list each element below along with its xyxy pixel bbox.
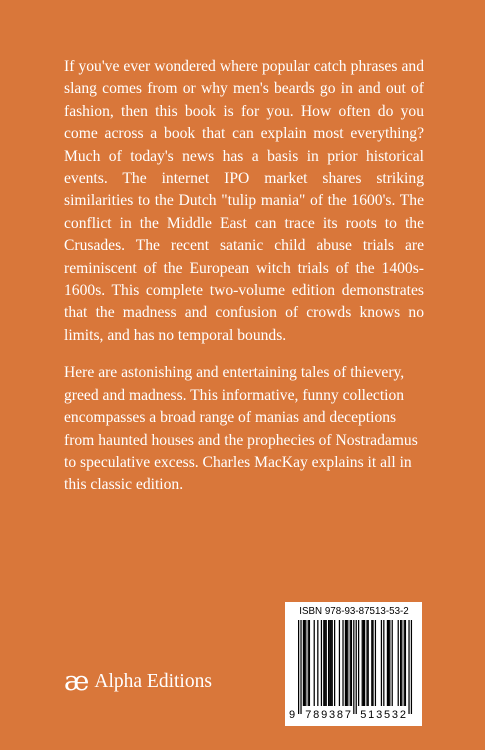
barcode-bar-40 [389,620,390,706]
barcode-bar-1 [300,620,301,714]
barcode-digit-first: 9 [289,709,296,721]
barcode-bar-41 [392,620,393,706]
barcode-bar-38 [387,620,388,706]
barcode-bar-11 [324,620,325,706]
barcode-bar-36 [381,620,382,706]
barcode-bar-47 [408,620,409,714]
barcode-bar-20 [345,620,346,706]
isbn-label: ISBN 978-93-87513-53-2 [299,606,409,617]
barcode-bar-35 [375,620,376,706]
barcode-bar-17 [334,620,335,706]
blurb-paragraph-1: If you've ever wondered where popular catch phrases and slang comes from or why men's beards go in and out of fashion, then this book is for you. How often do you come across a book that can explain most everything? Much of today's news has a basis in prior historical events. The internet IPO market shares striking similarities to the Dutch "tulip mania" of the 1600's. The conflict in the Middle East can trace its roots to the Crusades. The recent satanic child abuse trials are reminiscent of the European witch trials of the 1400s-1600s. This complete two-volume edition demonstrates that the madness and confusion of crowds knows no limits, and has no temporal bounds. [64,58,424,344]
barcode-bar-10 [323,620,324,706]
barcode-bar-3 [304,620,305,706]
barcode-bar-14 [329,620,330,706]
barcode-bar-27 [358,620,359,706]
barcode-bar-33 [371,620,372,706]
barcode-bar-9 [321,620,322,706]
barcode-bar-31 [366,620,367,706]
barcode-bar-21 [346,620,347,706]
barcode-bar-5 [308,620,309,706]
barcode-bar-18 [339,620,340,706]
barcode-bar-46 [405,620,406,706]
barcode-bar-7 [314,620,315,706]
barcode-bar-8 [317,620,318,706]
barcode-bar-44 [401,620,402,706]
barcode-bar-13 [328,620,329,706]
barcode-bar-0 [298,620,299,714]
barcode-digits-left: 789387 [305,709,353,721]
barcode-bar-42 [398,620,399,706]
barcode-bar-37 [383,620,384,706]
barcode-bar-32 [368,620,369,706]
barcode-bar-34 [372,620,373,706]
barcode-bar-23 [350,620,351,706]
barcode-bar-15 [330,620,331,706]
barcode-bar-4 [305,620,306,706]
barcode-bar-30 [364,620,365,706]
barcode-bar-39 [388,620,389,706]
publisher-logo [64,667,212,697]
barcode-bar-16 [332,620,333,706]
barcode-bar-29 [363,620,364,706]
barcode-bar-24 [351,620,352,706]
barcode-bar-2 [303,620,304,706]
barcode-bar-25 [353,620,354,714]
barcode-bar-6 [309,620,310,706]
barcode-bar-43 [400,620,401,706]
barcode-bar-48 [411,620,412,714]
barcode-bar-19 [342,620,343,706]
barcode-digits-right: 513532 [360,709,408,721]
isbn-barcode-block [285,602,422,726]
blurb-text [64,56,424,512]
barcode-bar-22 [347,620,348,706]
barcode-bar-26 [356,620,357,714]
ae-ligature-logo-icon: æ [64,666,90,697]
barcode-bar-45 [404,620,405,706]
barcode-bar-12 [326,620,327,706]
publisher-name: Alpha Editions [94,671,212,692]
blurb-paragraph-2: Here are astonishing and entertaining tales of thievery, greed and madness. This informative, funny collection encompasses a broad range of manias and deceptions from haunted houses and the prophecies of Nostradamus to speculative excess. Charles MacKay explains it all in this classic edition. [64,364,418,494]
barcode-bar-28 [362,620,363,706]
